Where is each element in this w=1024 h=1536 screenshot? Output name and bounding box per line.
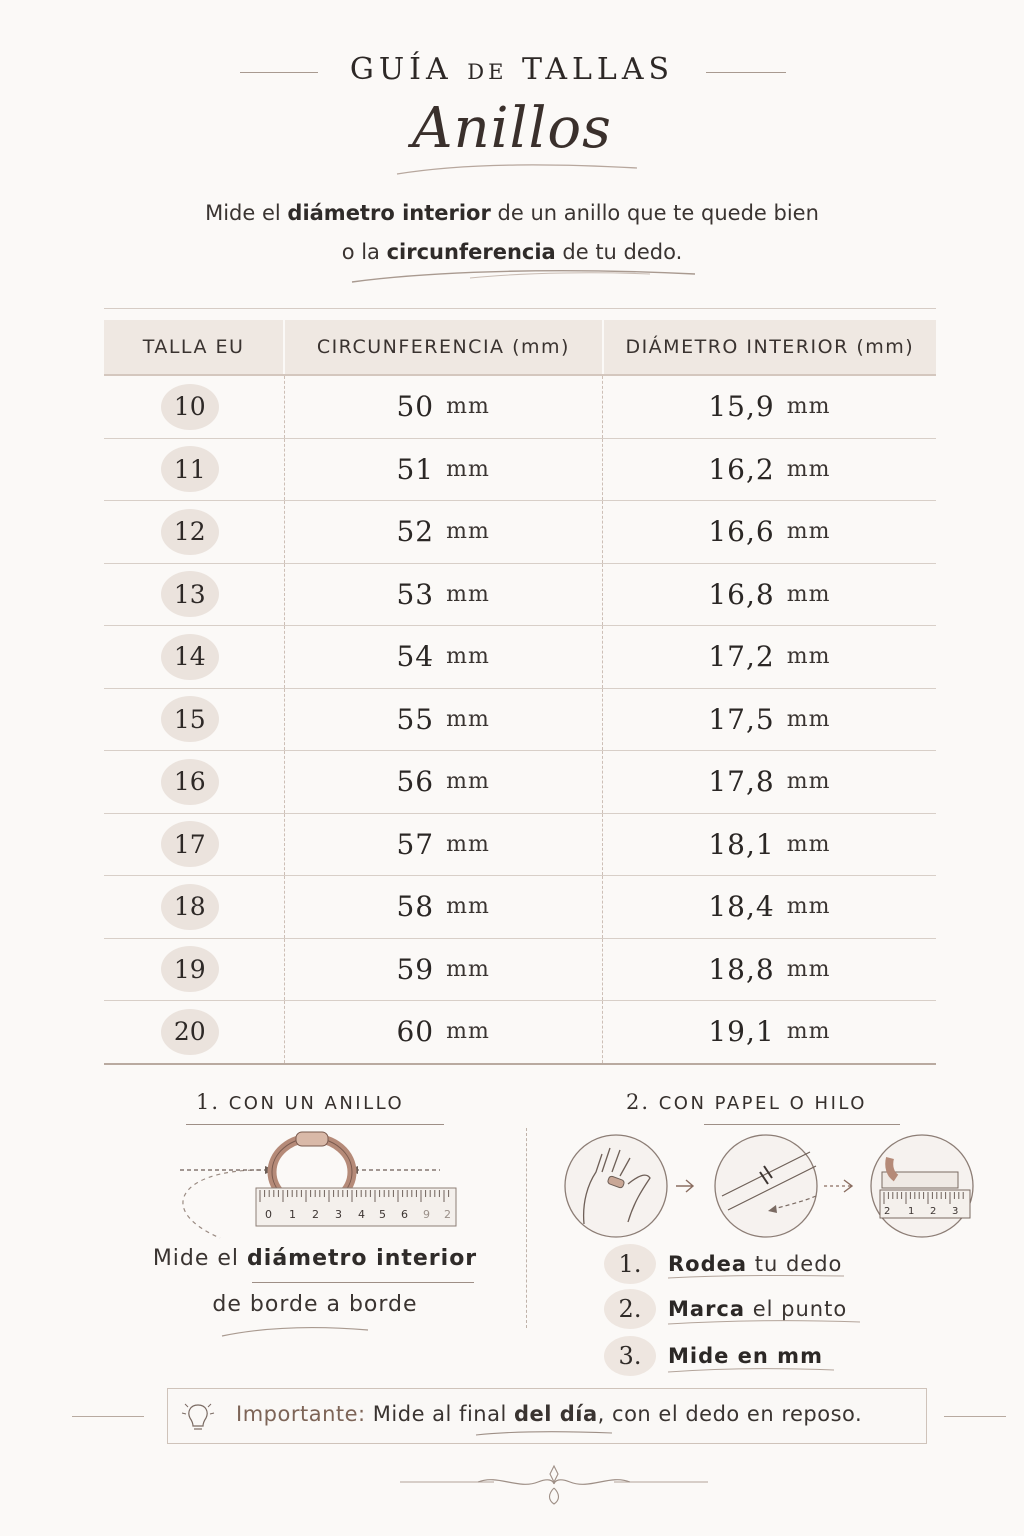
table-row xyxy=(104,876,936,939)
unit-label: mm xyxy=(446,956,490,982)
circumference-cell xyxy=(285,564,603,626)
important-note xyxy=(167,1388,927,1444)
intro-flourish xyxy=(350,264,700,288)
diameter-cell xyxy=(603,814,936,876)
table-header xyxy=(104,320,936,376)
diameter-cell xyxy=(603,689,936,751)
ruler1-label: 4 xyxy=(358,1208,365,1221)
unit-label: mm xyxy=(786,644,831,670)
size-cell xyxy=(104,376,285,438)
size-badge: 10 xyxy=(161,384,219,430)
title-row xyxy=(0,52,1024,92)
method1-number: 1. xyxy=(196,1090,221,1114)
diameter-cell xyxy=(603,376,936,438)
size-table xyxy=(104,320,936,1065)
ruler1-label: 2 xyxy=(312,1208,319,1221)
important-left-rule xyxy=(72,1416,144,1417)
circumference-value: 52 xyxy=(396,515,435,549)
diameter-value: 15,9 xyxy=(708,390,775,424)
method2-title xyxy=(626,1090,867,1114)
step-2-text: Marca el punto xyxy=(668,1297,848,1321)
header-diametro: DIÁMETRO INTERIOR (mm) xyxy=(625,336,915,358)
step-2-number: 2. xyxy=(604,1289,656,1329)
important-right-rule xyxy=(944,1416,1006,1417)
method1-flourish xyxy=(220,1322,370,1340)
diameter-cell xyxy=(603,626,936,688)
circumference-cell xyxy=(285,939,603,1001)
diameter-value: 18,4 xyxy=(708,890,775,924)
diameter-cell xyxy=(603,501,936,563)
circumference-value: 53 xyxy=(396,577,435,611)
unit-label: mm xyxy=(786,894,831,920)
important-underline xyxy=(474,1429,614,1439)
size-cell xyxy=(104,939,285,1001)
ruler1-label: 9 xyxy=(423,1208,430,1221)
ruler1-label: 5 xyxy=(379,1208,386,1221)
diameter-cell xyxy=(603,939,936,1001)
ruler1-label: 2 xyxy=(444,1208,451,1221)
ruler2-label: 2 xyxy=(884,1206,891,1217)
table-top-rule xyxy=(104,308,936,309)
size-badge: 14 xyxy=(161,634,219,680)
unit-label: mm xyxy=(446,519,490,545)
size-badge: 11 xyxy=(161,446,219,492)
circumference-value: 58 xyxy=(396,890,435,924)
ruler2-label: 3 xyxy=(952,1206,959,1217)
header-circunferencia: CIRCUNFERENCIA (mm) xyxy=(285,320,603,374)
size-badge: 16 xyxy=(161,759,219,805)
table-row xyxy=(104,689,936,752)
size-cell xyxy=(104,626,285,688)
diameter-cell xyxy=(603,1001,936,1063)
diameter-value: 18,8 xyxy=(708,952,775,986)
circumference-value: 55 xyxy=(396,702,435,736)
unit-label: mm xyxy=(786,581,831,607)
circumference-value: 56 xyxy=(396,765,435,799)
table-row xyxy=(104,376,936,439)
circumference-value: 50 xyxy=(396,390,435,424)
steps-underlines xyxy=(664,1272,864,1376)
step-1-number: 1. xyxy=(604,1244,656,1284)
circumference-cell xyxy=(285,1001,603,1063)
size-badge: 18 xyxy=(161,884,219,930)
diameter-value: 19,1 xyxy=(708,1015,775,1049)
diameter-cell xyxy=(603,751,936,813)
ruler1-label: 3 xyxy=(335,1208,342,1221)
circumference-cell xyxy=(285,751,603,813)
diameter-cell xyxy=(603,439,936,501)
table-body xyxy=(104,376,936,1065)
page-title xyxy=(0,52,1024,87)
unit-label: mm xyxy=(786,956,831,982)
diameter-value: 17,5 xyxy=(708,702,775,736)
ruler2-label: 2 xyxy=(930,1206,937,1217)
table-row xyxy=(104,626,936,689)
diameter-value: 16,2 xyxy=(708,452,775,486)
unit-label: mm xyxy=(446,894,490,920)
circumference-value: 57 xyxy=(396,827,435,861)
unit-label: mm xyxy=(446,1019,490,1045)
step-3-text: Mide en mm xyxy=(668,1344,823,1368)
unit-label: mm xyxy=(786,519,831,545)
circumference-cell xyxy=(285,501,603,563)
size-badge: 13 xyxy=(161,571,219,617)
method1-text-underline xyxy=(252,1282,474,1283)
title-word-guia: GUÍA xyxy=(349,52,453,87)
lightbulb-icon xyxy=(180,1399,216,1433)
method2-number: 2. xyxy=(626,1090,651,1114)
circumference-cell xyxy=(285,439,603,501)
step-3-number: 3. xyxy=(604,1336,656,1376)
circumference-value: 51 xyxy=(396,452,435,486)
size-cell xyxy=(104,439,285,501)
unit-label: mm xyxy=(446,394,490,420)
unit-label: mm xyxy=(786,456,831,482)
circumference-cell xyxy=(285,626,603,688)
table-row xyxy=(104,814,936,877)
size-badge: 19 xyxy=(161,946,219,992)
circumference-cell xyxy=(285,876,603,938)
unit-label: mm xyxy=(786,706,831,732)
unit-label: mm xyxy=(786,1019,831,1045)
important-text: Importante: Mide al final del día, con el dedo en reposo. xyxy=(236,1402,863,1426)
table-row xyxy=(104,1001,936,1065)
step-1-text: Rodea tu dedo xyxy=(668,1252,843,1276)
size-cell xyxy=(104,1001,285,1063)
ruler1-label: 1 xyxy=(289,1208,296,1221)
unit-label: mm xyxy=(786,831,831,857)
script-subtitle: Anillos xyxy=(412,96,612,161)
size-badge: 15 xyxy=(161,696,219,742)
header-talla: TALLA EU xyxy=(104,320,285,374)
intro-line-1: Mide el diámetro interior de un anillo que te quede bien xyxy=(205,201,819,225)
ring-on-ruler-illustration xyxy=(160,1130,470,1245)
method1-line-1: Mide el diámetro interior xyxy=(152,1246,478,1271)
unit-label: mm xyxy=(446,456,490,482)
circumference-value: 54 xyxy=(396,640,435,674)
unit-label: mm xyxy=(446,831,490,857)
unit-label: mm xyxy=(786,394,831,420)
subtitle-flourish xyxy=(392,158,642,180)
size-cell xyxy=(104,751,285,813)
size-cell xyxy=(104,689,285,751)
table-row xyxy=(104,751,936,814)
circumference-value: 60 xyxy=(396,1015,435,1049)
methods-divider xyxy=(526,1128,527,1328)
size-cell xyxy=(104,564,285,626)
unit-label: mm xyxy=(446,706,490,732)
size-cell xyxy=(104,501,285,563)
arrow-right-icon xyxy=(676,1180,693,1192)
table-row xyxy=(104,501,936,564)
unit-label: mm xyxy=(446,644,490,670)
method2-underline xyxy=(704,1124,900,1125)
title-word-de: DE xyxy=(467,60,508,84)
circumference-cell xyxy=(285,689,603,751)
size-badge: 17 xyxy=(161,821,219,867)
size-badge: 20 xyxy=(161,1009,219,1055)
intro-text xyxy=(0,194,1024,272)
ruler1-label: 6 xyxy=(401,1208,408,1221)
diameter-cell xyxy=(603,876,936,938)
table-row xyxy=(104,564,936,627)
table-row xyxy=(104,439,936,502)
unit-label: mm xyxy=(446,581,490,607)
method1-title xyxy=(196,1090,404,1114)
ruler1-label: 0 xyxy=(265,1208,272,1221)
important-label: Importante: xyxy=(236,1402,366,1426)
diameter-value: 17,8 xyxy=(708,765,775,799)
circumference-value: 59 xyxy=(396,952,435,986)
unit-label: mm xyxy=(446,769,490,795)
intro-line-2: o la circunferencia de tu dedo. xyxy=(341,240,683,264)
table-row xyxy=(104,939,936,1002)
unit-label: mm xyxy=(786,769,831,795)
diameter-value: 16,8 xyxy=(708,577,775,611)
paper-method-illustration xyxy=(562,1132,982,1244)
ruler2-label: 1 xyxy=(908,1206,915,1217)
size-cell xyxy=(104,876,285,938)
circumference-cell xyxy=(285,376,603,438)
size-badge: 12 xyxy=(161,509,219,555)
circumference-cell xyxy=(285,814,603,876)
diameter-value: 16,6 xyxy=(708,515,775,549)
method1-title-text: CON UN ANILLO xyxy=(228,1093,405,1114)
title-word-tallas: TALLAS xyxy=(521,52,675,87)
size-cell xyxy=(104,814,285,876)
method1-underline xyxy=(186,1124,444,1125)
diameter-value: 18,1 xyxy=(708,827,775,861)
ornament-icon xyxy=(398,1462,710,1510)
diameter-value: 17,2 xyxy=(708,640,775,674)
method2-title-text: CON PAPEL O HILO xyxy=(658,1093,867,1114)
diameter-cell xyxy=(603,564,936,626)
method1-line-2: de borde a borde xyxy=(212,1292,418,1317)
